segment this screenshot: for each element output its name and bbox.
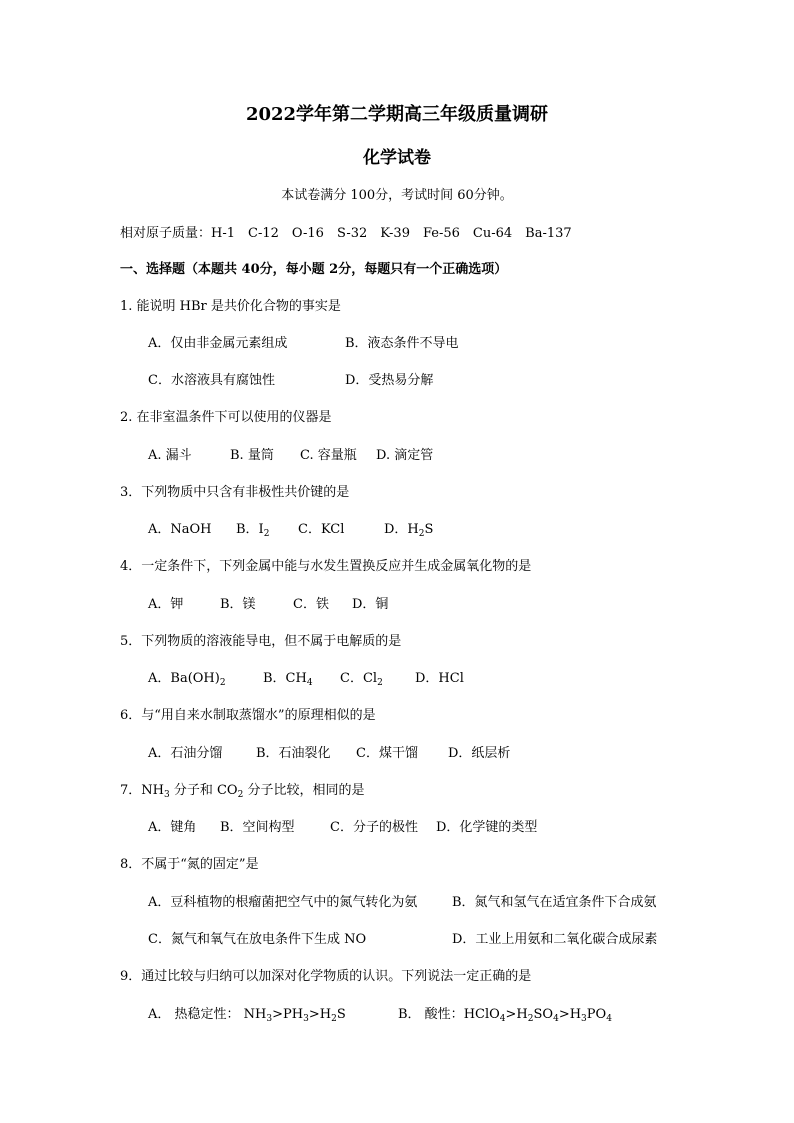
option[interactable]: D．受热易分解 bbox=[345, 373, 434, 388]
formula: >H bbox=[505, 1007, 528, 1022]
option[interactable]: A. 漏斗 bbox=[148, 448, 192, 463]
subscript: 2 bbox=[527, 1014, 534, 1024]
question-stem: 4．一定条件下，下列金属中能与水发生置换反应并生成金属氧化物的是 bbox=[120, 559, 532, 574]
exam-subtitle: 化学试卷 bbox=[363, 148, 431, 168]
formula: NH bbox=[243, 1007, 267, 1022]
subscript: 2 bbox=[418, 529, 425, 539]
formula: >PH bbox=[272, 1007, 304, 1022]
option[interactable]: A．钾 bbox=[148, 597, 184, 612]
option[interactable]: A．键角 bbox=[148, 820, 197, 835]
question-stem bbox=[120, 783, 365, 800]
option[interactable]: C．KCl bbox=[298, 522, 345, 537]
atomic-masses: 相对原子质量：H-1 C-12 O-16 S-32 K-39 Fe-56 Cu-64 Ba-137 bbox=[120, 226, 572, 241]
stem-text: 分子比较，相同的是 bbox=[243, 783, 365, 798]
formula: >H bbox=[558, 1007, 582, 1022]
subscript: 3 bbox=[303, 1014, 309, 1024]
formula: SO bbox=[533, 1007, 554, 1022]
option[interactable]: B．镁 bbox=[220, 597, 256, 612]
exam-info: 本试卷满分 100分，考试时间 60分钟。 bbox=[281, 188, 513, 203]
question-stem: 9．通过比较与归纳可以加深对化学物质的认识。下列说法一定正确的是 bbox=[120, 969, 532, 984]
formula: >H bbox=[308, 1007, 332, 1022]
option[interactable]: D．工业上用氨和二氧化碳合成尿素 bbox=[452, 932, 658, 947]
question-stem: 3．下列物质中只含有非极性共价键的是 bbox=[120, 485, 350, 500]
option[interactable]: B．石油裂化 bbox=[256, 746, 331, 761]
option[interactable]: A．仅由非金属元素组成 bbox=[148, 336, 288, 351]
subscript: 4 bbox=[499, 1014, 506, 1024]
option[interactable] bbox=[398, 1007, 612, 1024]
option[interactable] bbox=[263, 671, 313, 688]
formula: PO bbox=[586, 1007, 607, 1022]
option[interactable] bbox=[384, 522, 434, 539]
option[interactable] bbox=[236, 522, 270, 539]
subscript: 4 bbox=[553, 1014, 559, 1024]
option[interactable]: C．分子的极性 bbox=[330, 820, 418, 835]
section-heading: 一、选择题（本题共 40分，每小题 2分，每题只有一个正确选项） bbox=[120, 262, 508, 277]
option[interactable]: C．水溶液具有腐蚀性 bbox=[148, 373, 275, 388]
option-text: A．Ba(OH) bbox=[148, 671, 220, 686]
option[interactable] bbox=[148, 671, 226, 688]
option[interactable]: C. 容量瓶 bbox=[300, 448, 357, 463]
option[interactable]: B．氮气和氢气在适宜条件下合成氨 bbox=[452, 895, 657, 910]
option[interactable]: D．化学键的类型 bbox=[436, 820, 538, 835]
subscript: 2 bbox=[263, 529, 270, 539]
formula: HClO bbox=[463, 1007, 500, 1022]
option-text: S bbox=[424, 522, 434, 537]
question-stem: 6．与“用自来水制取蒸馏水”的原理相似的是 bbox=[120, 708, 376, 723]
option-text: A． 热稳定性： bbox=[148, 1007, 240, 1022]
option-text: C．Cl bbox=[340, 671, 378, 686]
exam-title: 2022学年第二学期高三年级质量调研 bbox=[245, 104, 549, 125]
option[interactable]: B．空间构型 bbox=[220, 820, 295, 835]
option[interactable]: C．氮气和氧气在放电条件下生成 NO bbox=[148, 932, 367, 947]
option[interactable]: C．铁 bbox=[293, 597, 329, 612]
option[interactable]: A．NaOH bbox=[148, 522, 212, 537]
option-text: B． 酸性： bbox=[398, 1007, 464, 1022]
subscript: 3 bbox=[581, 1014, 587, 1024]
option[interactable]: D. 滴定管 bbox=[376, 448, 434, 463]
subscript: 3 bbox=[163, 790, 170, 800]
option-text: B．CH bbox=[263, 671, 307, 686]
option[interactable]: D．HCl bbox=[415, 671, 464, 686]
question-stem: 1. 能说明 HBr 是共价化合物的事实是 bbox=[120, 299, 341, 314]
option[interactable]: D．纸层析 bbox=[448, 746, 511, 761]
subscript: 2 bbox=[219, 678, 226, 688]
formula: S bbox=[336, 1007, 346, 1022]
subscript: 4 bbox=[606, 1014, 612, 1024]
option[interactable]: A．石油分馏 bbox=[148, 746, 223, 761]
option[interactable] bbox=[148, 1007, 346, 1024]
option[interactable]: B．液态条件不导电 bbox=[345, 336, 459, 351]
stem-text: 7．NH bbox=[120, 783, 164, 798]
option[interactable]: C．煤干馏 bbox=[356, 746, 418, 761]
question-stem: 5．下列物质的溶液能导电，但不属于电解质的是 bbox=[120, 634, 402, 649]
subscript: 2 bbox=[377, 678, 383, 688]
option[interactable]: B. 量筒 bbox=[230, 448, 274, 463]
option[interactable] bbox=[340, 671, 383, 688]
option-text: B．I bbox=[236, 522, 264, 537]
option-text: D．H bbox=[384, 522, 419, 537]
question-stem: 2. 在非室温条件下可以使用的仪器是 bbox=[120, 410, 332, 425]
option[interactable]: A．豆科植物的根瘤菌把空气中的氮气转化为氨 bbox=[148, 895, 418, 910]
subscript: 2 bbox=[331, 1014, 337, 1024]
subscript: 2 bbox=[237, 790, 244, 800]
subscript: 3 bbox=[266, 1014, 273, 1024]
subscript: 4 bbox=[306, 678, 313, 688]
option[interactable]: D．铜 bbox=[352, 597, 389, 612]
stem-text: 分子和 CO bbox=[169, 783, 238, 798]
question-stem: 8．不属于“氮的固定”是 bbox=[120, 857, 259, 872]
